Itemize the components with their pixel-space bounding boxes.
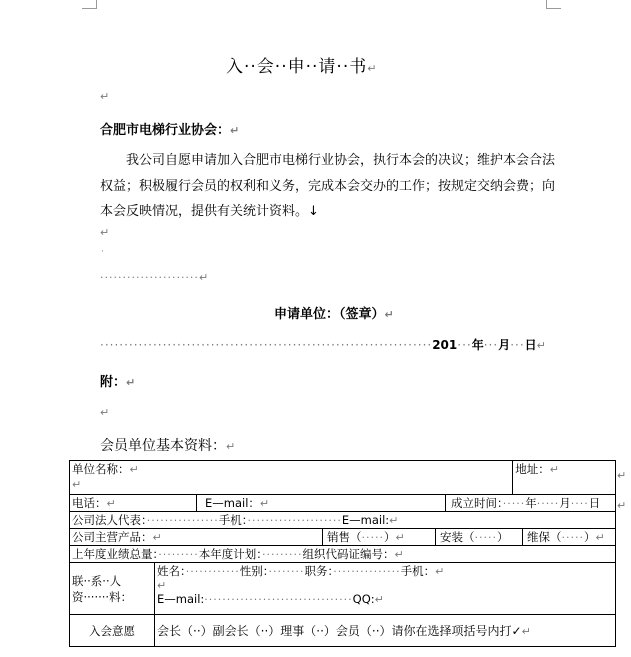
body-line-1: 我公司自愿申请加入合肥市电梯行业协会，执行本会的决议；维护本会合法: [126, 153, 556, 168]
table-row: [70, 512, 616, 529]
contact-email-label: E—mail:: [157, 592, 205, 606]
main-product-label: 公司主营产品：: [72, 530, 153, 544]
row-end-mark: ↵: [617, 469, 627, 482]
page-corner-right: [546, 0, 561, 9]
row-end-mark: ↵: [617, 499, 627, 512]
product-row: [70, 529, 616, 546]
paragraph-mark: ↵: [226, 440, 236, 453]
email2-label: E—mail:: [341, 513, 390, 527]
empty-paragraph-mark: ↵: [100, 90, 110, 103]
paragraph-mark: ↵: [367, 62, 378, 75]
address-label: 地址：: [515, 462, 550, 476]
paragraph-mark: ↵: [536, 339, 546, 352]
table-row: [70, 461, 616, 495]
empty-paragraph-mark: ↵: [100, 226, 110, 239]
intent-options-cell[interactable]: 会长（··）副会长（··）理事（··）会员（··）请你在选择项括号内打✓↵: [155, 615, 616, 647]
last-year-label: 上年度业绩总量：: [72, 547, 159, 561]
contact-mobile-label: 手机：: [400, 564, 436, 578]
sales-label: 销售（: [327, 530, 362, 544]
intent-options-text: 会长（··）副会长（··）理事（··）会员（··）请你在选择项括号内打: [157, 624, 512, 638]
org-code-label: 组织代码证编号：: [302, 547, 395, 561]
legal-rep-label: 公司法人代表：: [72, 513, 147, 527]
email1-label: E—mail：: [205, 496, 260, 510]
date-nian: 年: [471, 338, 484, 352]
intent-label: 入会意愿: [89, 623, 135, 638]
body-line-3: 本会反映情况，提供有关统计资料。↓: [100, 204, 319, 219]
basic-info-text: 会员单位基本资料：: [100, 438, 226, 454]
paragraph-mark: ↵: [126, 376, 136, 389]
founded-month: 月: [559, 496, 571, 510]
date-year: 201: [432, 338, 458, 352]
table-row: [70, 529, 616, 546]
paragraph-mark: ↵: [198, 271, 210, 284]
dotted-leader-line: ······················↵: [100, 271, 210, 284]
founded-label: 成立时间：: [451, 496, 503, 510]
paragraph-mark: ↵: [230, 124, 240, 137]
date-yue: 月: [498, 338, 511, 352]
basic-info-heading: [100, 435, 235, 455]
unit-name-cell[interactable]: 单位名称：↵ ↵: [70, 461, 513, 495]
body-line-2: 权益；积极履行会员的权利和义务，完成本会交办的工作；按规定交纳会费；向: [100, 179, 556, 194]
contact-name-label: 姓名：: [157, 564, 186, 578]
contact-label-cell: [70, 563, 155, 615]
date-leader-dots: ·····································································: [100, 338, 433, 352]
paragraph-mark: ↵: [384, 308, 394, 321]
contact-qq-label: QQ:: [352, 592, 375, 606]
phone-cell[interactable]: 电话：↵: [72, 496, 116, 510]
date-ri: 日: [524, 338, 537, 352]
addressee: [100, 119, 239, 138]
performance-cell[interactable]: 上年度业绩总量：·········本年度计划：·········组织代码证编号：↵: [70, 546, 616, 563]
table-row: [70, 495, 616, 512]
table-row: [70, 615, 616, 647]
document-title: [226, 52, 377, 77]
contact-label-2: 资·······料：: [72, 589, 133, 604]
title-text: 入··会··申··请··书: [226, 57, 368, 77]
phone-row: [70, 495, 616, 512]
page-corner-left: [82, 0, 97, 9]
plan-label: 本年度计划：: [198, 547, 262, 561]
dot-mark: ·: [101, 247, 104, 257]
mobile1-label: 手机：: [218, 513, 248, 527]
contact-info-cell[interactable]: 姓名：············性别：········职务：···············手机：↵ ↵ E—mail:·································QQ:↵: [155, 563, 616, 615]
signature-line: [274, 303, 394, 322]
sales-cell[interactable]: 销售（·····）↵: [322, 529, 435, 545]
contact-gender-label: 性别：: [239, 564, 269, 578]
maint-label: 维保（: [527, 530, 562, 544]
phone-label: 电话：: [72, 496, 107, 510]
empty-paragraph-mark: ↵: [100, 406, 110, 419]
attachment-label: [100, 371, 135, 390]
intent-label-cell: [70, 615, 155, 647]
founded-day: 日: [588, 496, 601, 510]
founded-cell[interactable]: 成立时间：·····年·····月····日: [445, 495, 615, 511]
founded-year: 年: [525, 496, 537, 510]
install-cell[interactable]: 安装（·····）: [435, 529, 522, 545]
unit-name-label: 单位名称：: [72, 462, 130, 476]
maint-cell[interactable]: 维保（·····）↵: [522, 529, 615, 545]
legal-rep-cell[interactable]: 公司法人代表：················手机：·····················E—mail:↵: [70, 512, 616, 529]
address-cell[interactable]: 地址：↵: [513, 461, 616, 495]
member-info-table: [69, 460, 616, 647]
contact-label-1: 联··系··人: [72, 573, 122, 588]
table-row: [70, 546, 616, 563]
signature-text: 申请单位：（签章）: [274, 307, 385, 322]
check-mark-icon: ✓: [511, 624, 522, 638]
email1-cell[interactable]: E—mail：↵: [196, 495, 445, 511]
date-line: ·····································································201···年···月···日↵: [100, 338, 546, 352]
contact-position-label: 职务：: [304, 564, 334, 578]
table-row: [70, 563, 616, 615]
addressee-text: 合肥市电梯行业协会：: [100, 123, 231, 138]
main-product-cell[interactable]: 公司主营产品：↵: [72, 530, 162, 544]
install-label: 安装（: [440, 530, 475, 544]
attach-text: 附：: [100, 375, 127, 390]
